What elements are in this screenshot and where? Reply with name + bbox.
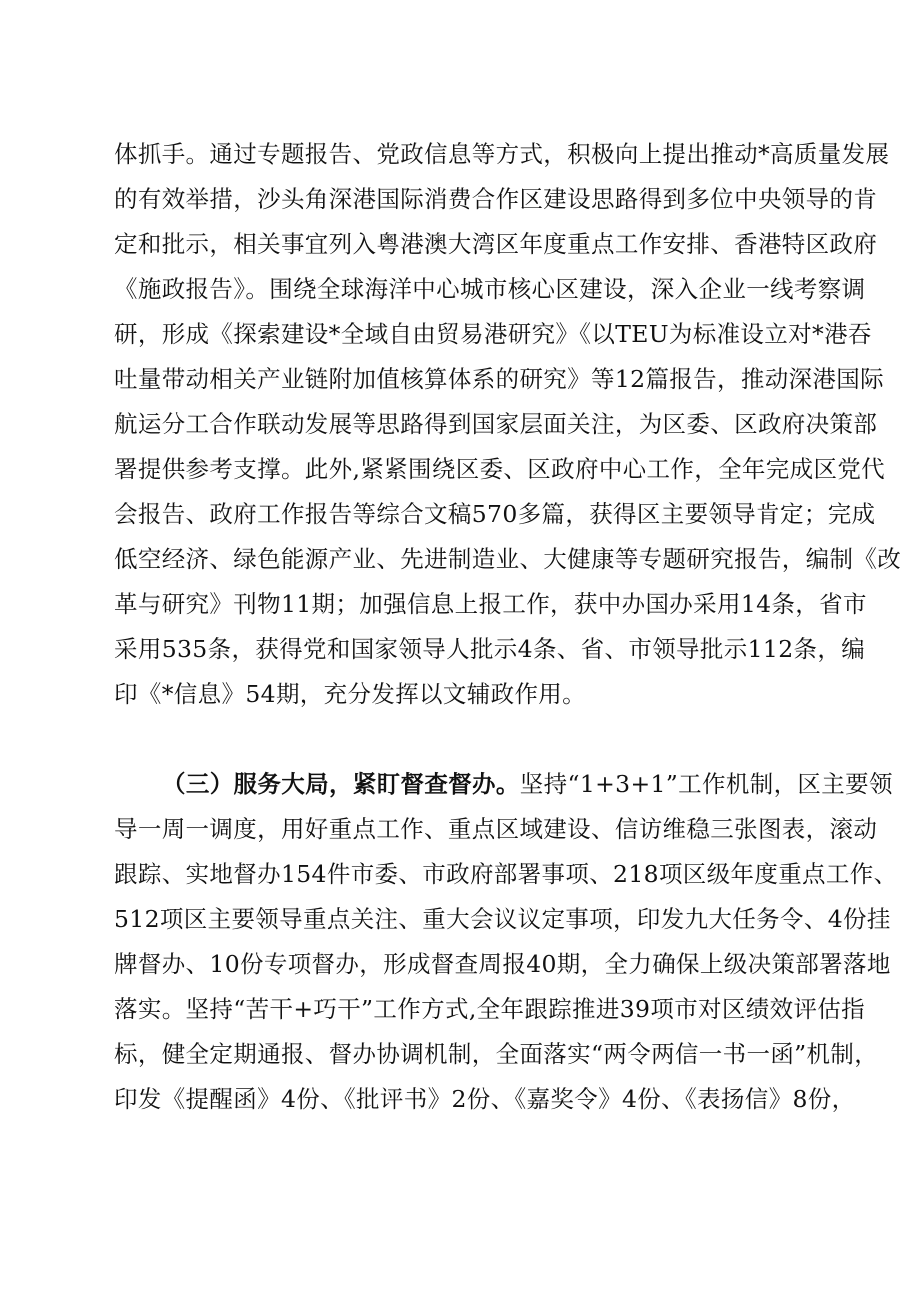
paragraph-line: 跟踪、实地督办154件市委、市政府部署事项、218项区级年度重点工作、 — [114, 860, 898, 888]
paragraph-line: 会报告、政府工作报告等综合文稿570多篇，获得区主要领导肯定；完成 — [114, 500, 876, 528]
paragraph-line: 《施政报告》。围绕全球海洋中心城市核心区建设，深入企业一线考察调 — [114, 275, 866, 303]
paragraph-line: 体抓手。通过专题报告、党政信息等方式，积极向上提出推动*高质量发展 — [114, 140, 890, 168]
paragraph-line: 导一周一调度，用好重点工作、重点区域建设、信访维稳三张图表，滚动 — [114, 815, 878, 843]
paragraph-line: 革与研究》刊物11期；加强信息上报工作，获中办国办采用14条，省市 — [114, 590, 867, 618]
paragraph-line: 的有效举措，沙头角深港国际消费合作区建设思路得到多位中央领导的肯 — [114, 185, 878, 213]
section-heading: （三）服务大局，紧盯督查督办。 — [162, 770, 520, 798]
paragraph-line: 印《*信息》54期，充分发挥以文辅政作用。 — [114, 680, 587, 708]
paragraph-line: 牌督办、10份专项督办，形成督查周报40期，全力确保上级决策部署落地 — [114, 950, 891, 978]
paragraph-line: 吐量带动相关产业链附加值核算体系的研究》等12篇报告，推动深港国际 — [114, 365, 884, 393]
paragraph-line: 印发《提醒函》4份、《批评书》2份、《嘉奖令》4份、《表扬信》8份， — [114, 1085, 856, 1113]
paragraph-line: 航运分工合作联动发展等思路得到国家层面关注，为区委、区政府决策部 — [114, 410, 878, 438]
paragraph-line: 落实。坚持“苦干+巧干”工作方式,全年跟踪推进39项市对区绩效评估指 — [114, 995, 865, 1023]
section-first-line-text: 坚持“1+3+1”工作机制，区主要领 — [519, 770, 893, 798]
section-heading-line — [162, 767, 893, 801]
paragraph-line: 标，健全定期通报、督办协调机制，全面落实“两令两信一书一函”机制， — [114, 1040, 879, 1068]
paragraph-line: 低空经济、绿色能源产业、先进制造业、大健康等专题研究报告，编制《改 — [114, 545, 902, 573]
paragraph-line: 512项区主要领导重点关注、重大会议议定事项，印发九大任务令、4份挂 — [114, 905, 891, 933]
paragraph-line: 采用535条，获得党和国家领导人批示4条、省、市领导批示112条，编 — [114, 635, 866, 663]
paragraph-line: 研，形成《探索建设*全域自由贸易港研究》《以TEU为标准设立对*港吞 — [114, 320, 872, 348]
paragraph-line: 定和批示，相关事宜列入粤港澳大湾区年度重点工作安排、香港特区政府 — [114, 230, 878, 258]
paragraph-line: 署提供参考支撑。此外,紧紧围绕区委、区政府中心工作，全年完成区党代 — [114, 455, 886, 483]
